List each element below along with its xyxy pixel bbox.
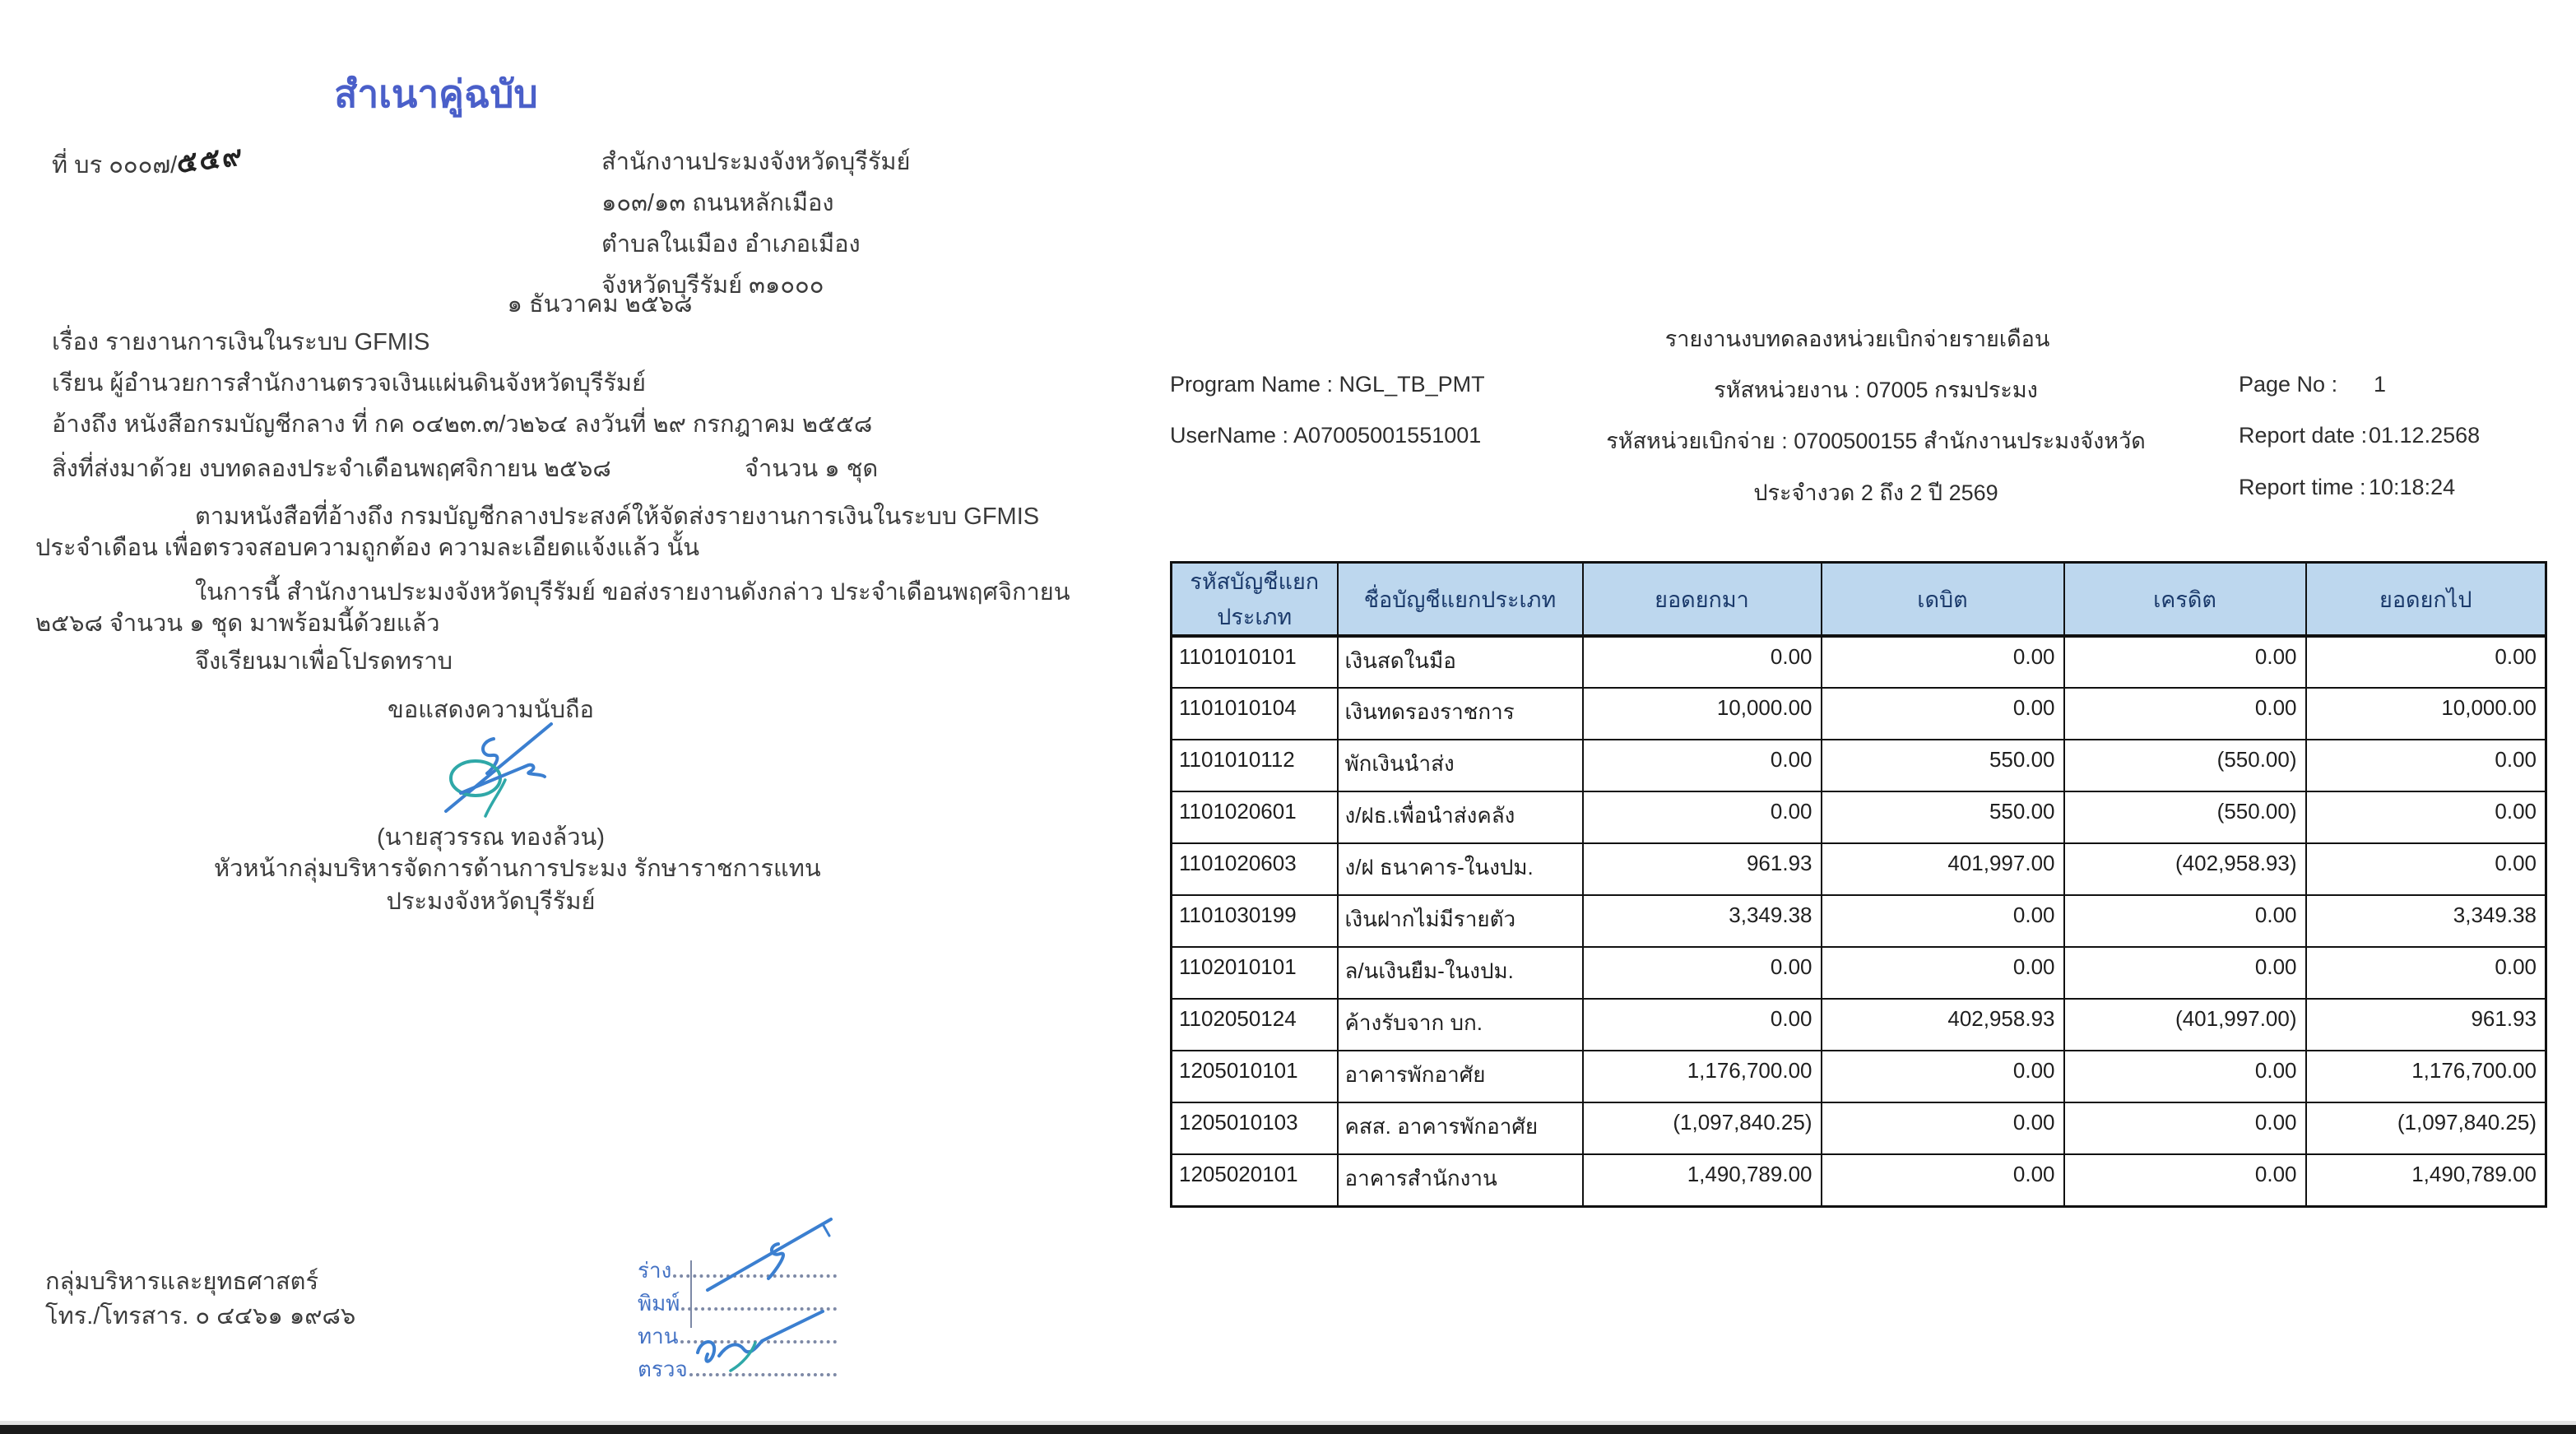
reference-line: อ้างถึง หนังสือกรมบัญชีกลาง ที่ กค ๐๔๒๓.๓/ว๒๖๔ ลงวันที่ ๒๙ กรกฎาคม ๒๕๕๘ [52, 411, 873, 438]
table-row [1172, 791, 2546, 843]
table-header-cell: ชื่อบัญชีแยกประเภท [1338, 563, 1583, 637]
address-line: ๑๐๓/๑๓ ถนนหลักเมือง [601, 190, 834, 216]
amount-cell: 402,958.93 [1822, 999, 2064, 1051]
signer-org: ประมงจังหวัดบุรีรัมย์ [386, 889, 596, 915]
amount-cell: 0.00 [2064, 688, 2306, 740]
amount-cell: 0.00 [1583, 740, 1822, 791]
period: ประจำงวด 2 ถึง 2 ปี 2569 [1753, 480, 1998, 505]
amount-cell: 0.00 [2306, 843, 2546, 895]
account-name-cell: ง/ฝธ.เพื่อนำส่งคลัง [1338, 791, 1583, 843]
account-code-cell: 1102050124 [1172, 999, 1338, 1051]
amount-cell: 0.00 [1583, 947, 1822, 999]
subject-line: เรื่อง รายงานการเงินในระบบ GFMIS [52, 329, 430, 355]
amount-cell: (1,097,840.25) [1583, 1102, 1822, 1154]
amount-cell: 0.00 [2064, 636, 2306, 688]
signer-title: หัวหน้ากลุ่มบริหารจัดการด้านการประมง รักษาราชการแทน [214, 856, 821, 882]
salutation: ขอแสดงความนับถือ [388, 697, 594, 723]
disburse-unit: รหัสหน่วยเบิกจ่าย : 0700500155 สำนักงานประมงจังหวัด [1606, 429, 2146, 453]
body-paragraph-2-line-1: ในการนี้ สำนักงานประมงจังหวัดบุรีรัมย์ ขอส่งรายงานดังกล่าว ประจำเดือนพฤศจิกายน [195, 579, 1070, 606]
amount-cell: 0.00 [1822, 1102, 2064, 1154]
account-code-cell: 1101010112 [1172, 740, 1338, 791]
account-code-cell: 1205010103 [1172, 1102, 1338, 1154]
table-row [1172, 636, 2546, 688]
amount-cell: 0.00 [1583, 999, 1822, 1051]
amount-cell: 0.00 [2064, 947, 2306, 999]
account-code-cell: 1102010101 [1172, 947, 1338, 999]
ref-number [52, 140, 246, 182]
account-name-cell: คสส. อาคารพักอาศัย [1338, 1102, 1583, 1154]
amount-cell: 550.00 [1822, 740, 2064, 791]
table-header-cell: รหัสบัญชีแยกประเภท [1172, 563, 1338, 637]
account-name-cell: อาคารพักอาศัย [1338, 1051, 1583, 1102]
table-row [1172, 843, 2546, 895]
account-name-cell: เงินฝากไม่มีรายตัว [1338, 895, 1583, 947]
signer-name: (นายสุวรรณ ทองล้วน) [376, 824, 606, 851]
username: UserName : A07005001551001 [1170, 423, 1482, 448]
draft-label: พิมพ์ [638, 1291, 680, 1316]
signature-image [436, 714, 568, 821]
amount-cell: 1,490,789.00 [1583, 1154, 1822, 1206]
report-time-label: Report time : [2239, 475, 2366, 499]
letter-date: ๑ ธันวาคม ๒๕๖๘ [507, 291, 693, 318]
account-name-cell: ค้างรับจาก บก. [1338, 999, 1583, 1051]
address-block [601, 142, 911, 306]
amount-cell: 550.00 [1822, 791, 2064, 843]
table-header-cell: เดบิต [1822, 563, 2064, 637]
amount-cell: 0.00 [1822, 1154, 2064, 1206]
amount-cell: 0.00 [1583, 791, 1822, 843]
table-row [1172, 1102, 2546, 1154]
address-line: สำนักงานประมงจังหวัดบุรีรัมย์ [601, 149, 911, 175]
table-header-cell: ยอดยกไป [2306, 563, 2546, 637]
amount-cell: 401,997.00 [1822, 843, 2064, 895]
amount-cell: 0.00 [2306, 947, 2546, 999]
amount-cell: 1,176,700.00 [2306, 1051, 2546, 1102]
account-code-cell: 1101010104 [1172, 688, 1338, 740]
amount-cell: 10,000.00 [1583, 688, 1822, 740]
amount-cell: (402,958.93) [2064, 843, 2306, 895]
table-header-cell: เครดิต [2064, 563, 2306, 637]
amount-cell: 0.00 [2306, 791, 2546, 843]
account-code-cell: 1101030199 [1172, 895, 1338, 947]
page-no-value: 1 [2374, 372, 2387, 397]
amount-cell: 10,000.00 [2306, 688, 2546, 740]
account-code-cell: 1205020101 [1172, 1154, 1338, 1206]
program-name: Program Name : NGL_TB_PMT [1170, 372, 1485, 397]
amount-cell: 3,349.38 [2306, 895, 2546, 947]
table-row [1172, 688, 2546, 740]
dept-footer: กลุ่มบริหารและยุทธศาสตร์ [45, 1269, 319, 1295]
phone-footer: โทร./โทรสาร. ๐ ๔๔๖๑ ๑๙๘๖ [45, 1303, 356, 1330]
draft-signature-bottom [691, 1302, 839, 1376]
table-row [1172, 947, 2546, 999]
account-code-cell: 1101020603 [1172, 843, 1338, 895]
body-paragraph-2-line-2: ๒๕๖๘ จำนวน ๑ ชุด มาพร้อมนี้ด้วยแล้ว [35, 610, 440, 637]
account-name-cell: ง/ฝ ธนาคาร-ในงปม. [1338, 843, 1583, 895]
account-code-cell: 1101020601 [1172, 791, 1338, 843]
draft-signature-top [699, 1208, 847, 1298]
copy-stamp: สำเนาคู่ฉบับ [334, 72, 538, 115]
amount-cell: 0.00 [2064, 1102, 2306, 1154]
amount-cell: 0.00 [2064, 1051, 2306, 1102]
amount-cell: (401,997.00) [2064, 999, 2306, 1051]
draft-label: ร่าง [638, 1258, 672, 1283]
table-row [1172, 1051, 2546, 1102]
to-line: เรียน ผู้อำนวยการสำนักงานตรวจเงินแผ่นดินจังหวัดบุรีรัมย์ [52, 370, 647, 397]
address-line: จังหวัดบุรีรัมย์ ๓๑๐๐๐ [601, 272, 824, 299]
amount-cell: 961.93 [1583, 843, 1822, 895]
amount-cell: 1,490,789.00 [2306, 1154, 2546, 1206]
amount-cell: (550.00) [2064, 740, 2306, 791]
page-no-label: Page No : [2239, 372, 2338, 397]
enclosure-count: จำนวน ๑ ชุด [745, 456, 879, 482]
account-name-cell: เงินสดในมือ [1338, 636, 1583, 688]
report-date-label: Report date : [2239, 423, 2368, 448]
table-header-cell: ยอดยกมา [1583, 563, 1822, 637]
bottom-edge-bar [0, 1425, 2576, 1434]
report-date-value: 01.12.2568 [2369, 423, 2481, 448]
address-line: ตำบลในเมือง อำเภอเมือง [601, 231, 861, 258]
report-time-value: 10:18:24 [2369, 475, 2456, 499]
amount-cell: 0.00 [2306, 740, 2546, 791]
amount-cell: (1,097,840.25) [2306, 1102, 2546, 1154]
closing-line: จึงเรียนมาเพื่อโปรดทราบ [195, 648, 453, 675]
account-code-cell: 1205010101 [1172, 1051, 1338, 1102]
account-name-cell: อาคารสำนักงาน [1338, 1154, 1583, 1206]
amount-cell: 1,176,700.00 [1583, 1051, 1822, 1102]
ref-number-handwritten: ๕๕๙ [174, 140, 246, 179]
draft-label: ทาน [638, 1324, 679, 1348]
amount-cell: (550.00) [2064, 791, 2306, 843]
amount-cell: 0.00 [1822, 1051, 2064, 1102]
amount-cell: 0.00 [1583, 636, 1822, 688]
amount-cell: 3,349.38 [1583, 895, 1822, 947]
amount-cell: 0.00 [2064, 1154, 2306, 1206]
enclosure-line: สิ่งที่ส่งมาด้วย งบทดลองประจำเดือนพฤศจิกายน ๒๕๖๘ [52, 456, 611, 482]
report-title: รายงานงบทดลองหน่วยเบิกจ่ายรายเดือน [1664, 327, 2050, 351]
account-name-cell: เงินทดรองราชการ [1338, 688, 1583, 740]
amount-cell: 961.93 [2306, 999, 2546, 1051]
account-name-cell: ล/นเงินยืม-ในงปม. [1338, 947, 1583, 999]
ref-number-prefix: ที่ บร ๐๐๐๗/ [52, 152, 178, 179]
trial-balance-table [1170, 561, 2547, 1208]
amount-cell: 0.00 [1822, 688, 2064, 740]
amount-cell: 0.00 [1822, 895, 2064, 947]
table-row [1172, 740, 2546, 791]
body-paragraph-1-line-2: ประจำเดือน เพื่อตรวจสอบความถูกต้อง ความละเอียดแจ้งแล้ว นั้น [35, 535, 700, 561]
table-row [1172, 1154, 2546, 1206]
amount-cell: 0.00 [2064, 895, 2306, 947]
account-code-cell: 1101010101 [1172, 636, 1338, 688]
amount-cell: 0.00 [1822, 636, 2064, 688]
body-paragraph-1-line-1: ตามหนังสือที่อ้างถึง กรมบัญชีกลางประสงค์ให้จัดส่งรายงานการเงินในระบบ GFMIS [195, 504, 1040, 530]
table-row [1172, 895, 2546, 947]
table-row [1172, 999, 2546, 1051]
amount-cell: 0.00 [2306, 636, 2546, 688]
draft-label: ตรวจ [638, 1357, 688, 1381]
amount-cell: 0.00 [1822, 947, 2064, 999]
account-name-cell: พักเงินนำส่ง [1338, 740, 1583, 791]
agency-code: รหัสหน่วยงาน : 07005 กรมประมง [1714, 378, 2038, 402]
